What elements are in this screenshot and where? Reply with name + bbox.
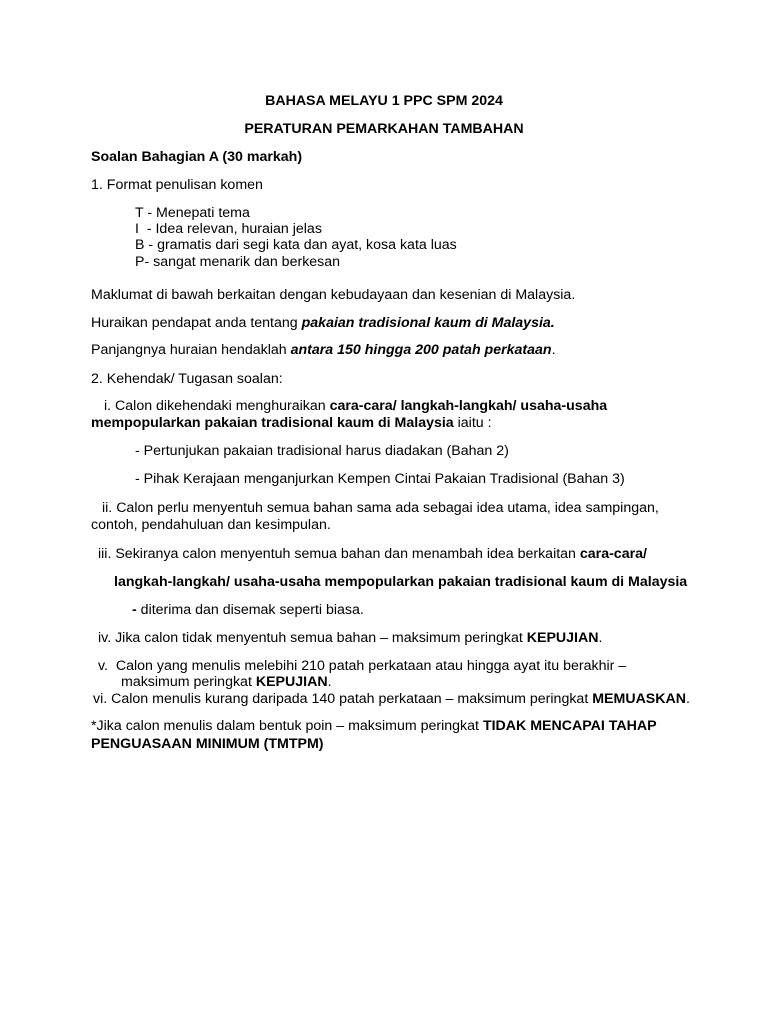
length-prefix: Panjangnya huraian hendaklah: [91, 342, 291, 358]
intro-text: Maklumat di bawah berkaitan dengan kebudayaan dan kesenian di Malaysia.: [91, 287, 576, 303]
note-line1: [91, 718, 657, 735]
q2-i-line2: [91, 415, 492, 432]
q2-iii-bold-end: cara-cara/: [579, 546, 647, 562]
q2-i-bold2: mempopularkan pakaian tradisional kaum di Malaysia: [91, 415, 454, 431]
q2-iii-line2: langkah-langkah/ usaha-usaha mempopularkan pakaian tradisional kaum di Malaysia: [114, 574, 688, 590]
section-heading: Soalan Bahagian A (30 markah): [91, 149, 303, 165]
material-bahan-3: - Pihak Kerajaan menganjurkan Kempen Cintai Pakaian Tradisional (Bahan 3): [135, 471, 625, 487]
document-title: BAHASA MELAYU 1 PPC SPM 2024: [265, 93, 503, 109]
q2-iii-prefix: iii. Sekiranya calon menyentuh semua bahan dan menambah idea berkaitan: [98, 546, 580, 562]
q2-iii-line3: [132, 602, 364, 619]
q2-iii-line1: [98, 546, 647, 563]
q1-heading: 1. Format penulisan komen: [91, 177, 263, 193]
q2-vi: [93, 691, 690, 708]
q2-vi-suffix: .: [686, 691, 690, 707]
length-text: [91, 342, 556, 359]
q1-item-t: T - Menepati tema: [135, 205, 250, 221]
note-bold-end: TIDAK MENCAPAI TAHAP: [482, 718, 657, 734]
q2-ii-line2: contoh, pendahuluan dan kesimpulan.: [91, 517, 331, 533]
q1-item-i: I - Idea relevan, huraian jelas: [135, 221, 322, 237]
length-suffix: .: [551, 342, 556, 358]
q1-item-b: B - gramatis dari segi kata dan ayat, kosa kata luas: [135, 237, 457, 253]
q2-i-bold1: cara-cara/ langkah-langkah/ usaha-usaha: [329, 398, 608, 414]
q2-v-bold: KEPUJIAN: [255, 674, 328, 690]
task-emphasis: pakaian tradisional kaum di Malaysia.: [301, 315, 555, 331]
q2-iii-dash: -: [132, 602, 137, 618]
q2-v-prefix: maksimum peringkat: [121, 674, 256, 690]
q2-iv: [98, 630, 602, 647]
length-emphasis: antara 150 hingga 200 patah perkataan: [290, 342, 552, 358]
note-prefix: *Jika calon menulis dalam bentuk poin – maksimum peringkat: [91, 718, 483, 734]
q2-heading: 2. Kehendak/ Tugasan soalan:: [91, 371, 283, 387]
q2-vi-prefix: vi. Calon menulis kurang daripada 140 patah perkataan – maksimum peringkat: [93, 691, 593, 707]
document-subtitle: PERATURAN PEMARKAHAN TAMBAHAN: [244, 121, 524, 137]
q2-vi-bold: MEMUASKAN: [592, 691, 687, 707]
q2-i-suffix: iaitu :: [453, 415, 492, 431]
q2-iv-prefix: iv. Jika calon tidak menyentuh semua bahan – maksimum peringkat: [98, 630, 527, 646]
task-prefix: Huraikan pendapat anda tentang: [91, 315, 302, 331]
q2-i-prefix: i. Calon dikehendaki menghuraikan: [104, 398, 330, 414]
task-text: [91, 315, 555, 332]
q2-iii-text: diterima dan disemak seperti biasa.: [136, 602, 364, 618]
q1-item-p: P- sangat menarik dan berkesan: [135, 254, 341, 270]
q2-iv-bold: KEPUJIAN: [526, 630, 599, 646]
q2-i-line1: [104, 398, 607, 415]
material-bahan-2: - Pertunjukan pakaian tradisional harus diadakan (Bahan 2): [135, 443, 509, 459]
q2-iv-suffix: .: [598, 630, 603, 646]
q2-v-line1: v. Calon yang menulis melebihi 210 patah perkataan atau hingga ayat itu berakhir –: [98, 658, 627, 674]
q2-v-suffix: .: [327, 674, 332, 690]
q2-v-line2: [121, 674, 332, 691]
q2-ii-line1: ii. Calon perlu menyentuh semua bahan sama ada sebagai idea utama, idea sampingan,: [102, 500, 659, 516]
note-line2: PENGUASAAN MINIMUM (TMTPM): [91, 736, 324, 752]
